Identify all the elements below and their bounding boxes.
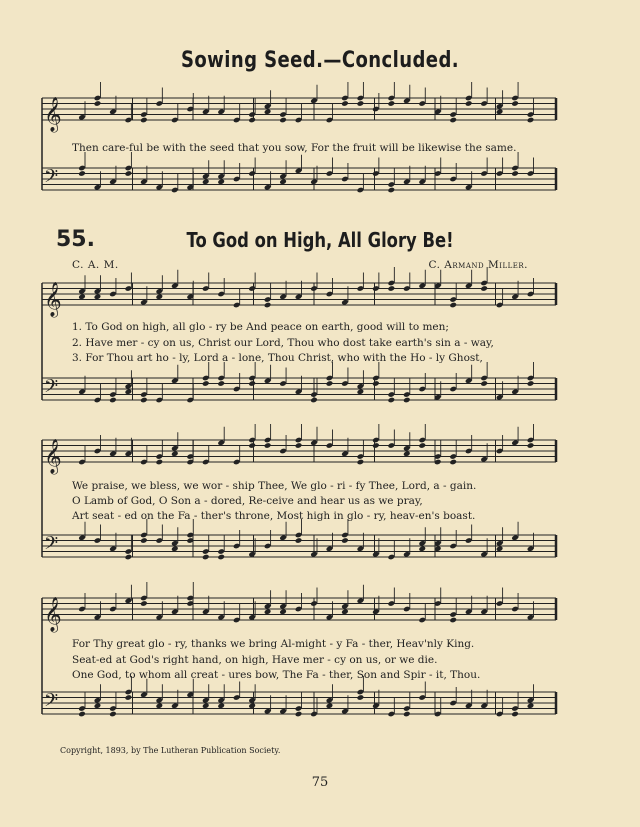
note-head (341, 537, 349, 544)
note-head (248, 117, 256, 124)
note-head (125, 170, 133, 177)
author-credit: C. A. M. (72, 259, 119, 271)
note-head (156, 293, 164, 300)
note-head (403, 450, 411, 457)
note-head (326, 702, 334, 709)
note-head (388, 187, 396, 194)
bass-clef: 𝄢 (44, 376, 59, 402)
bass-clef: 𝄢 (44, 166, 59, 192)
note-head (527, 702, 535, 709)
note-head (295, 537, 303, 544)
note-head (511, 100, 519, 107)
note-head (248, 442, 256, 449)
note-head (125, 554, 133, 561)
note-head (125, 694, 133, 701)
note-head (140, 537, 148, 544)
treble-clef: 𝄞 (44, 282, 62, 317)
note-head (248, 702, 256, 709)
note-head (388, 397, 396, 404)
note-head (264, 108, 272, 115)
note-head (527, 117, 535, 124)
note-head (279, 117, 287, 124)
note-head (449, 459, 457, 466)
treble-clef: 𝄞 (44, 597, 62, 632)
note-head (511, 170, 519, 177)
note-head (480, 285, 488, 292)
note-head (202, 380, 210, 387)
note-head (140, 600, 148, 607)
note-head (125, 388, 133, 395)
note-head (217, 178, 225, 185)
note-head (264, 442, 272, 449)
lyric-line: O Lamb of God, O Son a - dored, Re-ceive and hear us as we pray, (72, 495, 423, 507)
note-head (295, 711, 303, 718)
note-head (403, 397, 411, 404)
note-head (341, 100, 349, 107)
bass-clef: 𝄢 (44, 533, 59, 559)
note-head (264, 608, 272, 615)
note-head (140, 397, 148, 404)
note-head (140, 117, 148, 124)
note-head (511, 711, 519, 718)
note-head (202, 178, 210, 185)
note-head (202, 702, 210, 709)
note-head (248, 380, 256, 387)
note-head (403, 711, 411, 718)
note-head (418, 545, 426, 552)
note-head (388, 100, 396, 107)
copyright-notice: Copyright, 1893, by The Lutheran Publication Society. (60, 746, 281, 755)
note-head (357, 100, 365, 107)
note-head (109, 397, 117, 404)
note-head (465, 100, 473, 107)
top-lyric-line: Then care-ful be with the seed that you sow, For the fruit will be likewise the same. (72, 142, 517, 154)
note-head (357, 694, 365, 701)
note-head (388, 285, 396, 292)
note-head (156, 459, 164, 466)
note-head (171, 450, 179, 457)
lyric-line: Art seat - ed on the Fa - ther's throne, Most high in glo - ry, heav-en's boast. (72, 510, 476, 522)
note-head (94, 702, 102, 709)
lyric-line: 1. To God on high, all glo - ry be And peace on earth, good will to men; (72, 321, 449, 333)
lyric-line: One God, to whom all creat - ures bow, The Fa - ther, Son and Spir - it, Thou. (72, 669, 481, 681)
hymn-title: To God on High, All Glory Be! (186, 228, 454, 252)
note-head (496, 545, 504, 552)
note-head (496, 108, 504, 115)
note-head (156, 702, 164, 709)
note-head (295, 442, 303, 449)
composer-credit: C. Armand Miller. (428, 259, 528, 271)
note-head (78, 293, 86, 300)
note-head (94, 293, 102, 300)
note-head (109, 711, 117, 718)
lyric-line: Seat-ed at God's right hand, on high, Have mer - cy on us, or we die. (72, 654, 438, 666)
note-head (357, 459, 365, 466)
bass-clef: 𝄢 (44, 690, 59, 716)
note-head (279, 178, 287, 185)
note-head (357, 388, 365, 395)
note-head (264, 302, 272, 309)
treble-clef: 𝄞 (44, 97, 62, 132)
note-head (372, 442, 380, 449)
lyric-line: 3. For Thou art ho - ly, Lord a - lone, Thou Christ, who with the Ho - ly Ghost, (72, 352, 483, 364)
note-head (449, 117, 457, 124)
note-head (527, 442, 535, 449)
note-head (78, 170, 86, 177)
note-head (372, 380, 380, 387)
note-head (94, 100, 102, 107)
lyric-line: We praise, we bless, we wor - ship Thee, We glo - ri - fy Thee, Lord, a - gain. (72, 480, 477, 492)
note-head (449, 617, 457, 624)
note-head (217, 702, 225, 709)
hymn-number: 55. (56, 227, 95, 252)
note-head (217, 380, 225, 387)
page-title: Sowing Seed.—Concluded. (180, 48, 460, 73)
note-head (480, 380, 488, 387)
note-head (310, 397, 318, 404)
lyric-line: For Thy great glo - ry, thanks we bring Al-might - y Fa - ther, Heav'nly King. (72, 638, 475, 650)
note-head (217, 554, 225, 561)
note-head (418, 442, 426, 449)
note-head (202, 554, 210, 561)
lyric-line: 2. Have mer - cy on us, Christ our Lord, Thou who dost take earth's sin a - way, (72, 337, 494, 349)
note-head (326, 380, 334, 387)
note-head (449, 302, 457, 309)
note-head (171, 545, 179, 552)
page-number: 75 (311, 775, 329, 790)
note-head (341, 608, 349, 615)
note-head (279, 608, 287, 615)
treble-clef: 𝄞 (44, 439, 62, 474)
note-head (527, 380, 535, 387)
note-head (78, 711, 86, 718)
